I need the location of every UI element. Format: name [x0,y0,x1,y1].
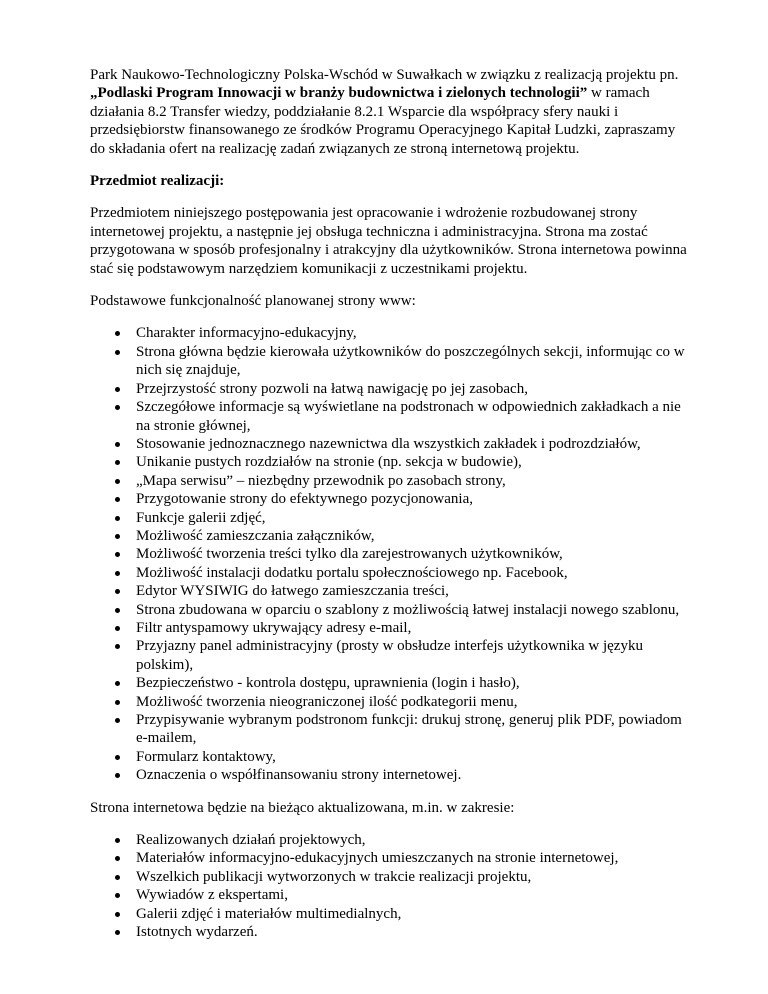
bullet-icon [115,497,120,502]
intro-paragraph [90,66,690,158]
bullet-icon [115,460,120,465]
project-name: „Podlaski Program Innowacji w branży budownictwa i zielonych technologii” [90,85,588,102]
list-item: Edytor WYSIWIG do łatwego zamieszczania treści, [90,582,690,600]
list-item: Formularz kontaktowy, [90,748,690,766]
features-list [90,324,690,784]
bullet-icon [115,516,120,521]
bullet-icon [115,893,120,898]
bullet-icon [115,442,120,447]
bullet-icon [115,912,120,917]
list-item: Możliwość zamieszczania załączników, [90,527,690,545]
list-item: Filtr antyspamowy ukrywający adresy e-mail, [90,619,690,637]
list-item: Przejrzystość strony pozwoli na łatwą nawigację po jej zasobach, [90,380,690,398]
list-item: Galerii zdjęć i materiałów multimedialnych, [90,905,690,923]
bullet-icon [115,589,120,594]
list-item: Strona zbudowana w oparciu o szablony z możliwością łatwej instalacji nowego szablonu, [90,601,690,619]
list-item: Możliwość tworzenia treści tylko dla zarejestrowanych użytkowników, [90,545,690,563]
bullet-icon [115,405,120,410]
list-item: Realizowanych działań projektowych, [90,831,690,849]
section-heading-subject: Przedmiot realizacji: [90,173,225,190]
list-item: Szczegółowe informacje są wyświetlane na podstronach w odpowiednich zakładkach a nie na stronie głównej, [90,398,690,435]
list-item: Strona główna będzie kierowała użytkowników do poszczególnych sekcji, informując co w nich się znajduje, [90,343,690,380]
bullet-icon [115,626,120,631]
bullet-icon [115,856,120,861]
bullet-icon [115,387,120,392]
list-item: Charakter informacyjno-edukacyjny, [90,324,690,342]
intro-text-part1: Park Naukowo-Technologiczny Polska-Wschód w Suwałkach w związku z realizacją projektu pn. [90,67,679,83]
list-item: Oznaczenia o współfinansowaniu strony internetowej. [90,766,690,784]
bullet-icon [115,479,120,484]
updates-intro: Strona internetowa będzie na bieżąco aktualizowana, m.in. w zakresie: [90,799,515,816]
document-page [90,66,690,941]
list-item: Istotnych wydarzeń. [90,923,690,941]
bullet-icon [115,681,120,686]
list-item: Przygotowanie strony do efektywnego pozycjonowania, [90,490,690,508]
list-item: Przypisywanie wybranym podstronom funkcji: drukuj stronę, generuj plik PDF, powiadom e-mailem, [90,711,690,748]
bullet-icon [115,608,120,613]
list-item: Możliwość instalacji dodatku portalu społecznościowego np. Facebook, [90,564,690,582]
bullet-icon [115,534,120,539]
bullet-icon [115,700,120,705]
list-item: Bezpieczeństwo - kontrola dostępu, uprawnienia (login i hasło), [90,674,690,692]
bullet-icon [115,331,120,336]
bullet-icon [115,350,120,355]
bullet-icon [115,875,120,880]
bullet-icon [115,838,120,843]
subject-description: Przedmiotem niniejszego postępowania jest opracowanie i wdrożenie rozbudowanej strony internetowej projektu, a następnie jej obsługa techniczna i administracyjna. Strona ma zostać przygotowana w sposób profesjonalny i atrakcyjny dla użytkowników. Strona internetowa powinna stać się podstawowym narzędziem komunikacji z uczestnikami projektu. [90,205,687,277]
intro-text-part2: w ramach działania 8.2 Transfer wiedzy, poddziałanie 8.2.1 Wsparcie dla współpracy sfery nauki i przedsiębiorstw finansowanego ze środków Programu Operacyjnego Kapitał Ludzki, zapraszamy do składania ofert na realizację zadań związanych ze stroną internetową projektu. [90,85,676,157]
bullet-icon [115,718,120,723]
bullet-icon [115,644,120,649]
list-item: Przyjazny panel administracyjny (prosty w obsłudze interfejs użytkownika w języku polskim), [90,637,690,674]
features-intro: Podstawowe funkcjonalność planowanej strony www: [90,293,416,310]
list-item: „Mapa serwisu” – niezbędny przewodnik po zasobach strony, [90,472,690,490]
list-item: Unikanie pustych rozdziałów na stronie (np. sekcja w budowie), [90,453,690,471]
list-item: Wywiadów z ekspertami, [90,886,690,904]
list-item: Stosowanie jednoznacznego nazewnictwa dla wszystkich zakładek i podrozdziałów, [90,435,690,453]
bullet-icon [115,773,120,778]
bullet-icon [115,930,120,935]
list-item: Materiałów informacyjno-edukacyjnych umieszczanych na stronie internetowej, [90,849,690,867]
updates-list [90,831,690,941]
bullet-icon [115,552,120,557]
list-item: Możliwość tworzenia nieograniczonej ilość podkategorii menu, [90,693,690,711]
list-item: Funkcje galerii zdjęć, [90,509,690,527]
bullet-icon [115,755,120,760]
list-item: Wszelkich publikacji wytworzonych w trakcie realizacji projektu, [90,868,690,886]
bullet-icon [115,571,120,576]
